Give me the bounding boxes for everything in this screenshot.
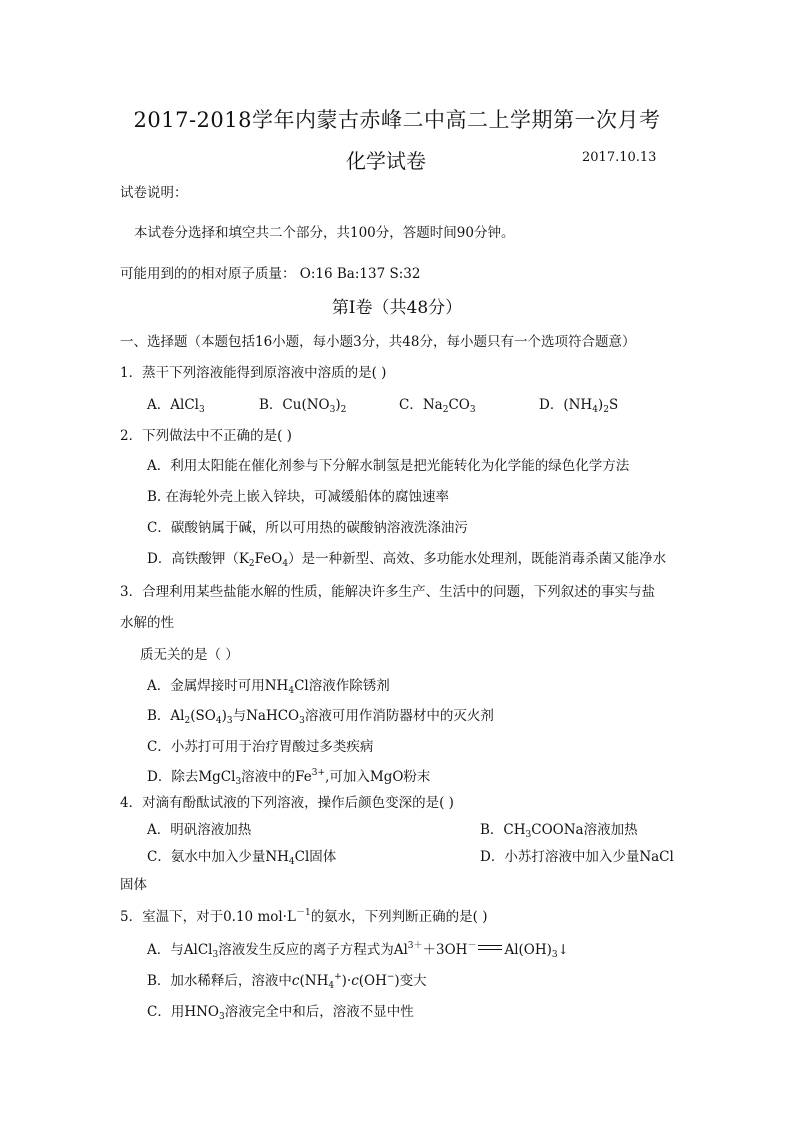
q2-option-d: D．高铁酸钾$(K_2FeO_4)$是一种新型、高效、多功能水处理剂，既能消毒杀菌又能净水 (147, 551, 667, 569)
atomic-mass-line: 可能用到的的相对原子质量： O:16 Ba:137 S:32 (120, 266, 421, 282)
q5-option-a: A．与AlCl$_3$溶液发生反应的离子方程式为$Al^{3+}+3OH^-$ $Al(OH)_3↓$ (147, 941, 569, 960)
q3-option-a: A．金属焊接时可用$NH_4Cl$溶液作除锈剂 (147, 678, 390, 696)
exam-date: 2017.10.13 (582, 150, 657, 165)
q3-stem-line2: 水解的性 (120, 615, 174, 631)
q2-option-b: B. 在海轮外壳上嵌入锌块，可减缓船体的腐蚀速率 (147, 489, 450, 505)
q2-option-a: A．利用太阳能在催化剂参与下分解水制氢是把光能转化为化学能的绿色化学方法 (147, 458, 630, 474)
q1-option-b: B．$Cu(NO_3)_2$ (259, 397, 347, 415)
exam-title: 2017-2018学年内蒙古赤峰二中高二上学期第一次月考 (133, 108, 661, 132)
notes-label: 试卷说明： (120, 185, 188, 201)
notes-text: 本试卷分选择和填空共二个部分，共100分，答题时间90分钟。 (134, 225, 515, 241)
equals-sign (478, 945, 502, 950)
q1-option-d: D．$(NH_4)_2S$ (539, 397, 619, 415)
q3-stem-line3: 质无关的是（ ） (140, 647, 239, 663)
q1-option-a: A．AlCl$_3$ (147, 397, 205, 415)
q4-stem: 4．对滴有酚酞试液的下列溶液，操作后颜色变深的是( ) (120, 795, 454, 811)
q3-option-c: C．小苏打可用于治疗胃酸过多类疾病 (147, 739, 374, 755)
q2-option-c: C．碳酸钠属于碱，所以可用热的碳酸钠溶液洗涤油污 (147, 520, 468, 536)
exam-subject: 化学试卷 (346, 149, 426, 173)
section-instructions: 一、选择题（本题包括16小题，每小题3分，共48分，每小题只有一个选项符合题意） (120, 334, 636, 350)
q4-option-d: D．小苏打溶液中加入少量NaCl (480, 849, 674, 865)
q3-stem-line1: 3．合理利用某些盐能水解的性质，能解决许多生产、生活中的问题，下列叙述的事实与盐 (120, 584, 656, 600)
q3-option-d: D．除去MgCl$_3$溶液中的$Fe^{3+}$,可加入MgO粉末 (147, 768, 431, 787)
q5-option-c: C．用$HNO_3$溶液完全中和后，溶液不显中性 (147, 1004, 414, 1022)
q5-option-b: B．加水稀释后，溶液中$c(NH_4^+)\cdot c(OH^-)$变大 (147, 972, 427, 991)
q4-option-b: B．$CH_3COONa$溶液加热 (480, 822, 638, 840)
q2-stem: 2．下列做法中不正确的是( ) (120, 428, 292, 444)
q3-option-b: B．$Al_2(SO_4)_3$与NaHCO$_3$溶液可用作消防器材中的灭火剂 (147, 708, 494, 726)
q5-stem: 5．室温下，对于0.10 $mol\cdot L^{-1}$的氨水，下列判断正确的是( ) (120, 908, 488, 925)
section-title: 第Ⅰ卷（共48分） (331, 298, 463, 318)
q1-stem: 1．蒸干下列溶液能得到原溶液中溶质的是( ) (120, 365, 387, 381)
q4-option-a: A．明矾溶液加热 (147, 822, 252, 838)
q1-option-c: C．$Na_2CO_3$ (399, 397, 476, 415)
q4-option-c: C．氨水中加入少量$NH_4Cl$固体 (147, 849, 337, 867)
q4-option-d-continued: 固体 (120, 877, 147, 893)
